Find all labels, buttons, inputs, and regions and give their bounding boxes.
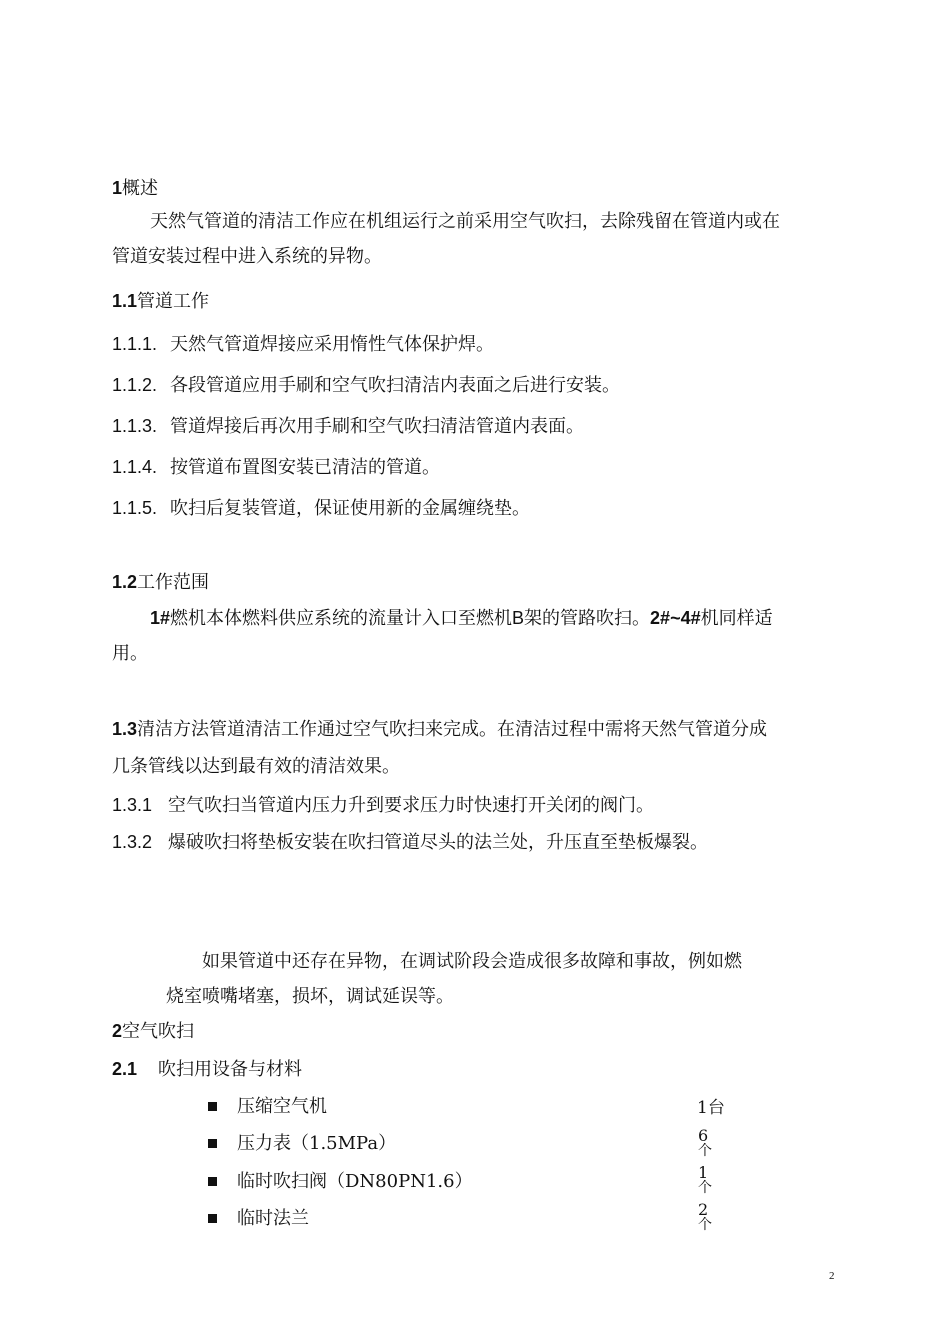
equipment-item: 压缩空气机 xyxy=(208,1096,327,1118)
scope-line-1: 1#燃机本体燃料供应系统的流量计入口至燃机B架的管路吹扫。2#~4#机同样适 xyxy=(150,608,773,629)
section-1-3-line-2: 几条管线以达到最有效的清洁效果。 xyxy=(112,756,400,777)
section-1-2-heading: 1.2工作范围 xyxy=(112,572,210,593)
equipment-qty: 6 个 xyxy=(698,1126,712,1159)
note-line-1: 如果管道中还存在异物，在调试阶段会造成很多故障和事故，例如燃 xyxy=(202,951,742,972)
item-1-1-1: 1.1.1. 天然气管道焊接应采用惰性气体保护焊。 xyxy=(112,334,494,355)
intro-line-1: 天然气管道的清洁工作应在机组运行之前采用空气吹扫，去除残留在管道内或在 xyxy=(150,211,780,232)
section-1-heading: 1概述 xyxy=(112,178,159,199)
section-2-1-heading: 2.1 吹扫用设备与材料 xyxy=(112,1059,302,1080)
note-line-2: 烧室喷嘴堵塞，损坏，调试延误等。 xyxy=(166,986,454,1007)
section-1-3-line-1: 1.3清洁方法管道清洁工作通过空气吹扫来完成。在清洁过程中需将天然气管道分成 xyxy=(112,719,768,740)
bullet-square-icon xyxy=(208,1214,217,1223)
section-1-1-heading: 1.1管道工作 xyxy=(112,291,210,312)
bullet-square-icon xyxy=(208,1102,217,1111)
equipment-item: 临时吹扫阀（DN80PN1.6） xyxy=(208,1171,473,1193)
scope-line-2: 用。 xyxy=(112,643,148,664)
equipment-item: 压力表（1.5MPa） xyxy=(208,1133,396,1155)
equipment-item: 临时法兰 xyxy=(208,1208,309,1230)
item-1-1-3: 1.1.3. 管道焊接后再次用手刷和空气吹扫清洁管道内表面。 xyxy=(112,416,584,437)
bullet-square-icon xyxy=(208,1139,217,1148)
page-number: 2 xyxy=(829,1270,835,1282)
section-2-heading: 2空气吹扫 xyxy=(112,1021,195,1042)
item-1-3-2: 1.3.2 爆破吹扫将垫板安装在吹扫管道尽头的法兰处，升压直至垫板爆裂。 xyxy=(112,832,708,853)
equipment-qty: 1 个 xyxy=(698,1163,712,1196)
item-1-1-5: 1.1.5. 吹扫后复装管道，保证使用新的金属缠绕垫。 xyxy=(112,498,530,519)
item-1-3-1: 1.3.1 空气吹扫当管道内压力升到要求压力时快速打开关闭的阀门。 xyxy=(112,795,654,816)
bullet-square-icon xyxy=(208,1177,217,1186)
item-1-1-4: 1.1.4. 按管道布置图安装已清洁的管道。 xyxy=(112,457,440,478)
item-1-1-2: 1.1.2. 各段管道应用手刷和空气吹扫清洁内表面之后进行安装。 xyxy=(112,375,620,396)
equipment-qty: 2 个 xyxy=(698,1200,712,1233)
equipment-qty: 1台 xyxy=(697,1098,725,1118)
intro-line-2: 管道安装过程中进入系统的异物。 xyxy=(112,246,382,267)
